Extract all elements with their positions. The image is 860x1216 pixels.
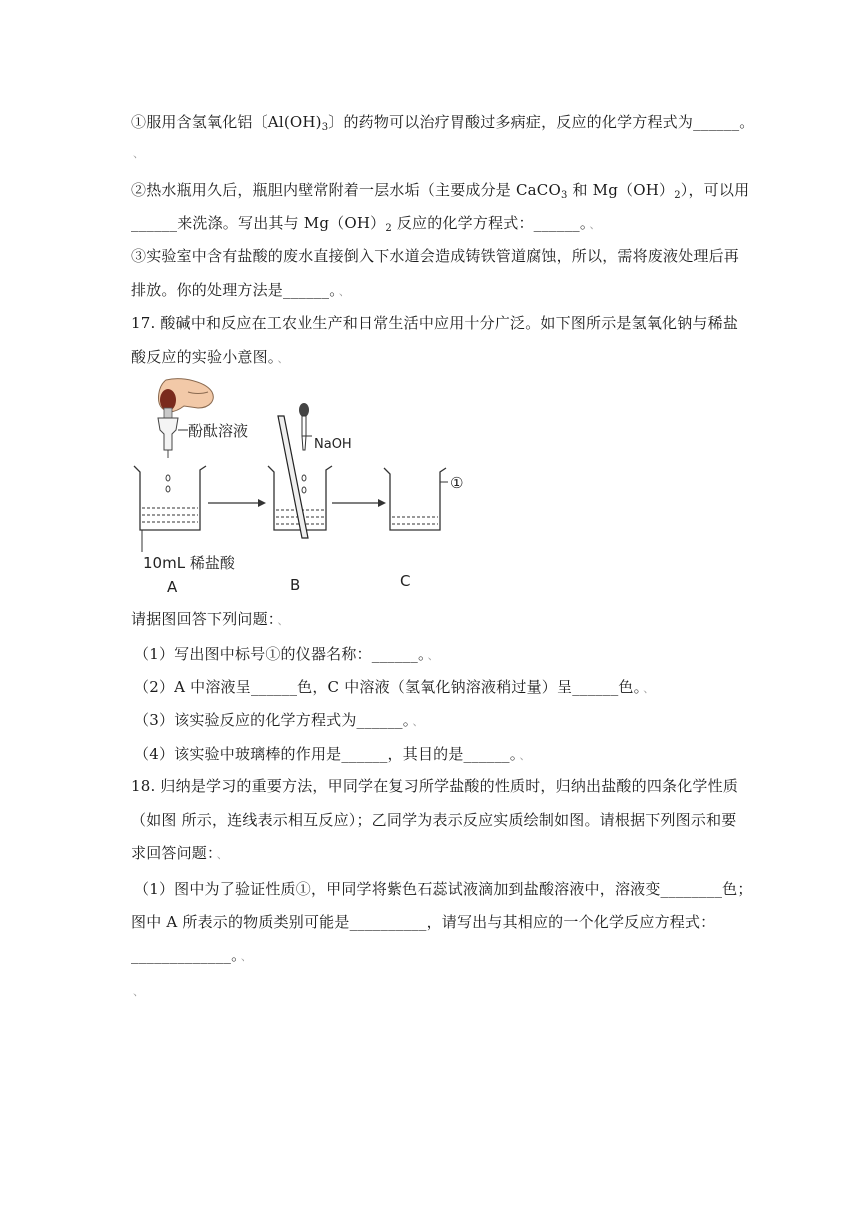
sub-question-3	[134, 710, 424, 732]
arrow-icon	[208, 499, 266, 507]
beaker-c	[384, 468, 446, 530]
instruction-line	[131, 609, 289, 631]
text-run: （1）写出图中标号①的仪器名称：______。	[134, 645, 426, 663]
paragraph-mark: 、	[643, 682, 655, 695]
paragraph-mark: 、	[133, 147, 145, 160]
text-run: _____________。	[131, 946, 239, 964]
paragraph-mark: 、	[133, 985, 145, 998]
text-run: ______来洗涤。写出其与 Mg（OH）	[131, 214, 386, 232]
sub-question-1	[134, 644, 439, 666]
text-run: 〕的药物可以治疗胃酸过多病症，反应的化学方程式为______。	[328, 113, 755, 131]
experiment-figure	[128, 378, 488, 596]
text-run: 和 Mg（OH）	[567, 181, 675, 199]
text-run: 酸反应的实验小意图。	[131, 348, 276, 366]
paragraph-mark-line	[131, 142, 144, 164]
paragraph-mark: 、	[216, 848, 228, 861]
text-run: 请据图回答下列问题：	[131, 610, 276, 628]
subscript: 3	[560, 190, 568, 201]
question-line-5	[131, 280, 350, 302]
subscript: 3	[321, 122, 329, 133]
paragraph-mark: 、	[589, 218, 601, 231]
beaker-a-label: A	[167, 578, 178, 596]
text-run: （3）该实验反应的化学方程式为______。	[134, 711, 411, 729]
paragraph-mark: 、	[277, 614, 289, 627]
callout-label: ①	[450, 474, 464, 492]
beaker-b-label: B	[290, 576, 301, 594]
paragraph-mark: 、	[519, 749, 531, 762]
question-17-heading	[131, 313, 738, 333]
question-line-2	[131, 180, 749, 200]
text-run: （4）该实验中玻璃棒的作用是______，其目的是______。	[134, 745, 518, 763]
beaker-c-label: C	[400, 572, 411, 590]
text-run: （如图 所示，连线表示相互反应）；乙同学为表示反应实质绘制如图。请根据下列图示和要	[131, 811, 737, 829]
text-run: 17. 酸碱中和反应在工农业生产和日常生活中应用十分广泛。如下图所示是氢氧化钠与稀盐	[131, 314, 739, 332]
text-run: ①服用含氢氧化铝〔Al(OH)	[131, 113, 322, 131]
naoh-dropper-icon	[299, 403, 309, 450]
arrow-icon	[332, 499, 386, 507]
text-run: ②热水瓶用久后，瓶胆内壁常附着一层水垢（主要成分是 CaCO	[131, 181, 561, 199]
acid-label: 10mL 稀盐酸	[143, 554, 235, 572]
text-run: ③实验室中含有盐酸的废水直接倒入下水道会造成铸铁管道腐蚀，所以，需将废液处理后再	[131, 247, 740, 265]
dropper-icon	[158, 389, 178, 458]
question-18-sub-1-line-2	[131, 912, 715, 932]
question-18-sub-1-line-3	[131, 945, 252, 967]
experiment-diagram	[128, 378, 488, 596]
beaker-a	[134, 466, 206, 530]
question-line-1	[131, 112, 754, 132]
text-run: 反应的化学方程式：______。	[391, 214, 588, 232]
paragraph-mark: 、	[412, 715, 424, 728]
subscript: 2	[385, 223, 392, 234]
text-run: 图中 A 所表示的物质类别可能是__________，请写出与其相应的一个化学反应方程式：	[131, 913, 716, 931]
question-18-sub-1	[134, 879, 753, 899]
paragraph-mark: 、	[427, 649, 439, 662]
question-line-4	[131, 246, 739, 266]
sub-question-2	[134, 677, 655, 699]
indicator-label: 酚酞溶液	[188, 422, 249, 440]
text-run: 18. 归纳是学习的重要方法，甲同学在复习所学盐酸的性质时，归纳出盐酸的四条化学性质	[131, 777, 739, 795]
text-run: 排放。你的处理方法是______。	[131, 281, 337, 299]
question-18-heading	[131, 776, 738, 796]
question-17-line-2	[131, 347, 289, 369]
question-18-line-2	[131, 810, 736, 830]
paragraph-mark-line	[131, 980, 144, 1002]
text-run: ），可以用	[680, 181, 750, 199]
text-run: 求回答问题：	[131, 844, 215, 862]
paragraph-mark: 、	[277, 352, 289, 365]
text-run: （1）图中为了验证性质①，甲同学将紫色石蕊试液滴加到盐酸溶液中，溶液变________色；	[134, 880, 753, 898]
question-18-line-3	[131, 843, 228, 865]
subscript: 2	[674, 190, 681, 201]
question-line-3	[131, 213, 601, 235]
sub-question-4	[134, 744, 531, 766]
paragraph-mark: 、	[240, 950, 253, 963]
naoh-label: NaOH	[314, 437, 352, 452]
text-run: （2）A 中溶液呈______色，C 中溶液（氢氧化钠溶液稍过量）呈______色。	[134, 678, 642, 696]
paragraph-mark: 、	[338, 285, 351, 298]
